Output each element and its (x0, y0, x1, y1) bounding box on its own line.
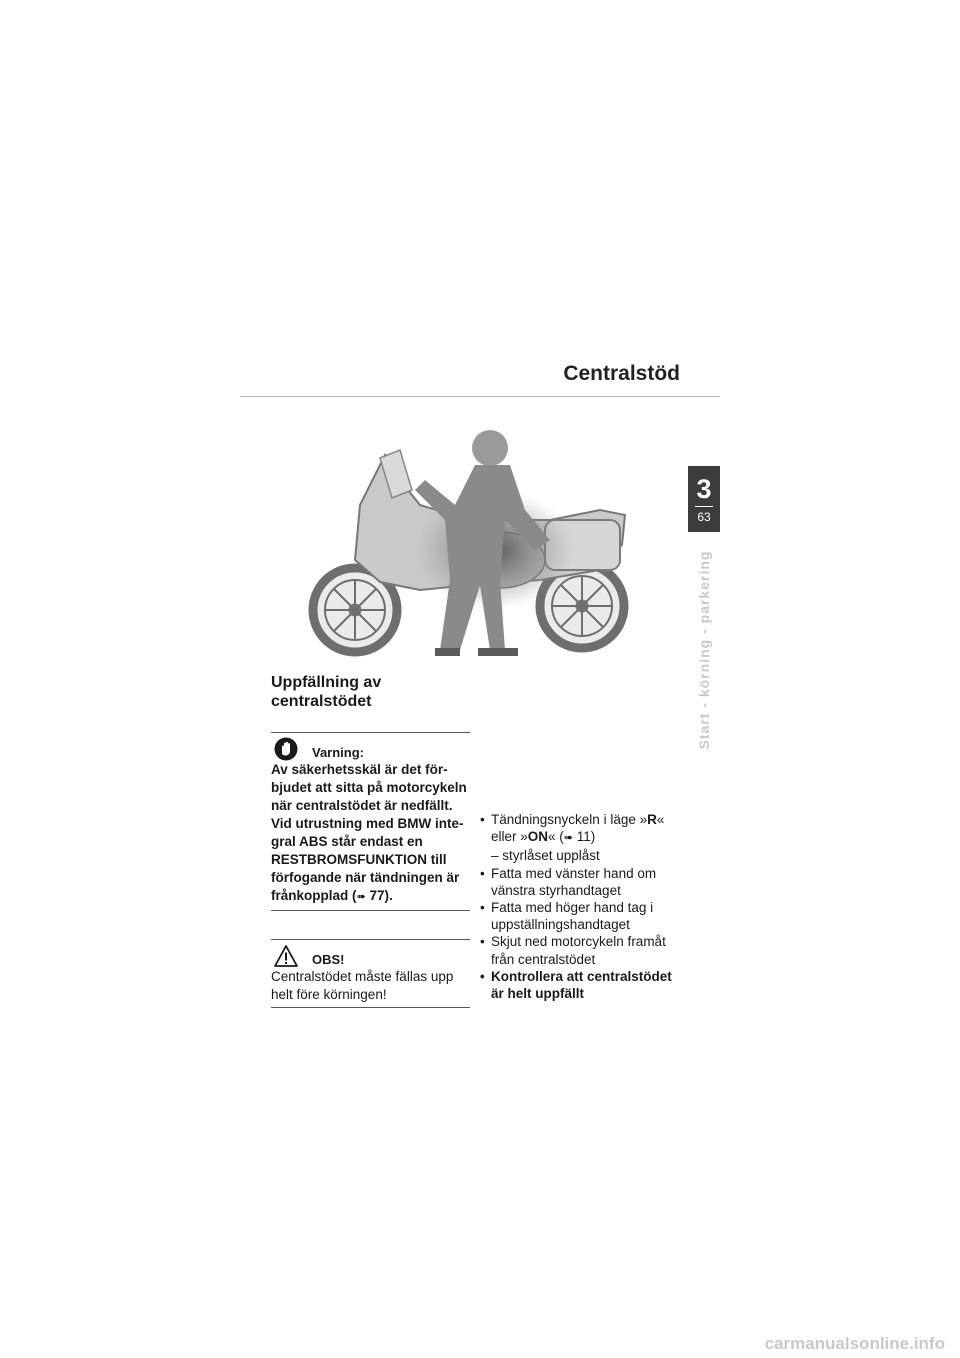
section-heading: Uppfällning av centralstödet (271, 674, 382, 710)
caution-title: OBS! (312, 952, 345, 967)
step-1-text-c: « ( (548, 829, 564, 845)
bullet: • (480, 968, 485, 984)
step-4-text: Skjut ned motorcykeln framåt från centralstödet (491, 934, 666, 967)
step-item (480, 899, 685, 933)
step-1-text-d: ) (590, 829, 596, 845)
instruction-steps (480, 811, 685, 1002)
step-2-text: Fatta med vänster hand om vänstra styrhandtaget (491, 865, 657, 898)
bullet: • (480, 934, 485, 950)
caution-text: Centralstödet måste fällas upp helt före körningen! (271, 969, 454, 1002)
warning-triangle-icon (274, 944, 298, 968)
chapter-number: 3 (696, 474, 712, 504)
step-1-text-b: « eller » (491, 812, 665, 845)
step-item (480, 933, 685, 967)
key-position-on: ON (527, 829, 549, 845)
step-1-page-reference: 11 (576, 829, 591, 845)
tab-divider (695, 506, 713, 507)
warning-title: Varning: (312, 745, 365, 760)
step-1-subnote: – styrlåset upplåst (491, 848, 600, 864)
chapter-side-label: Start - körning - parkering (696, 550, 712, 750)
step-3-text: Fatta med höger hand tag i uppställningshandtaget (491, 900, 654, 933)
step-item (480, 968, 685, 1002)
footer-watermark: carmanualsonline.info (764, 1334, 945, 1353)
reference-arrow-icon: ➠ (563, 832, 574, 845)
header-rule (240, 396, 720, 397)
warning-page-reference: 77 (369, 888, 385, 903)
step-item (480, 811, 685, 865)
warning-paragraph-2-end: ). (384, 888, 393, 903)
hand-stop-icon (274, 737, 298, 761)
warning-paragraph-2-text: Vid utrustning med BMW integral ABS står endast en RESTBROMSFUNKTION till förfogande när tändningen är frånkopplad ( (271, 816, 464, 903)
bullet: • (480, 812, 485, 827)
warning-paragraph-1: Av säkerhetsskäl är det förbjudet att sitta på motorcykeln när centralstödet är nedfällt. (271, 762, 467, 813)
key-position-r: R (647, 812, 657, 827)
caution-notice (271, 939, 470, 1008)
step-5-text: Kontrollera att centralstödet är helt uppfällt (491, 968, 672, 1002)
page-title: Centralstöd (563, 362, 680, 385)
chapter-tab (688, 466, 720, 532)
bullet: • (480, 900, 485, 916)
page-number: 63 (697, 510, 711, 524)
reference-arrow-icon: ➠ (356, 891, 366, 903)
motorcycle-illustration (300, 410, 660, 675)
warning-notice (271, 732, 470, 911)
bullet: • (480, 865, 485, 881)
step-item (480, 865, 685, 899)
warning-paragraph-2 (271, 815, 470, 906)
step-1-text-a: Tändningsnyckeln i läge » (491, 812, 648, 827)
